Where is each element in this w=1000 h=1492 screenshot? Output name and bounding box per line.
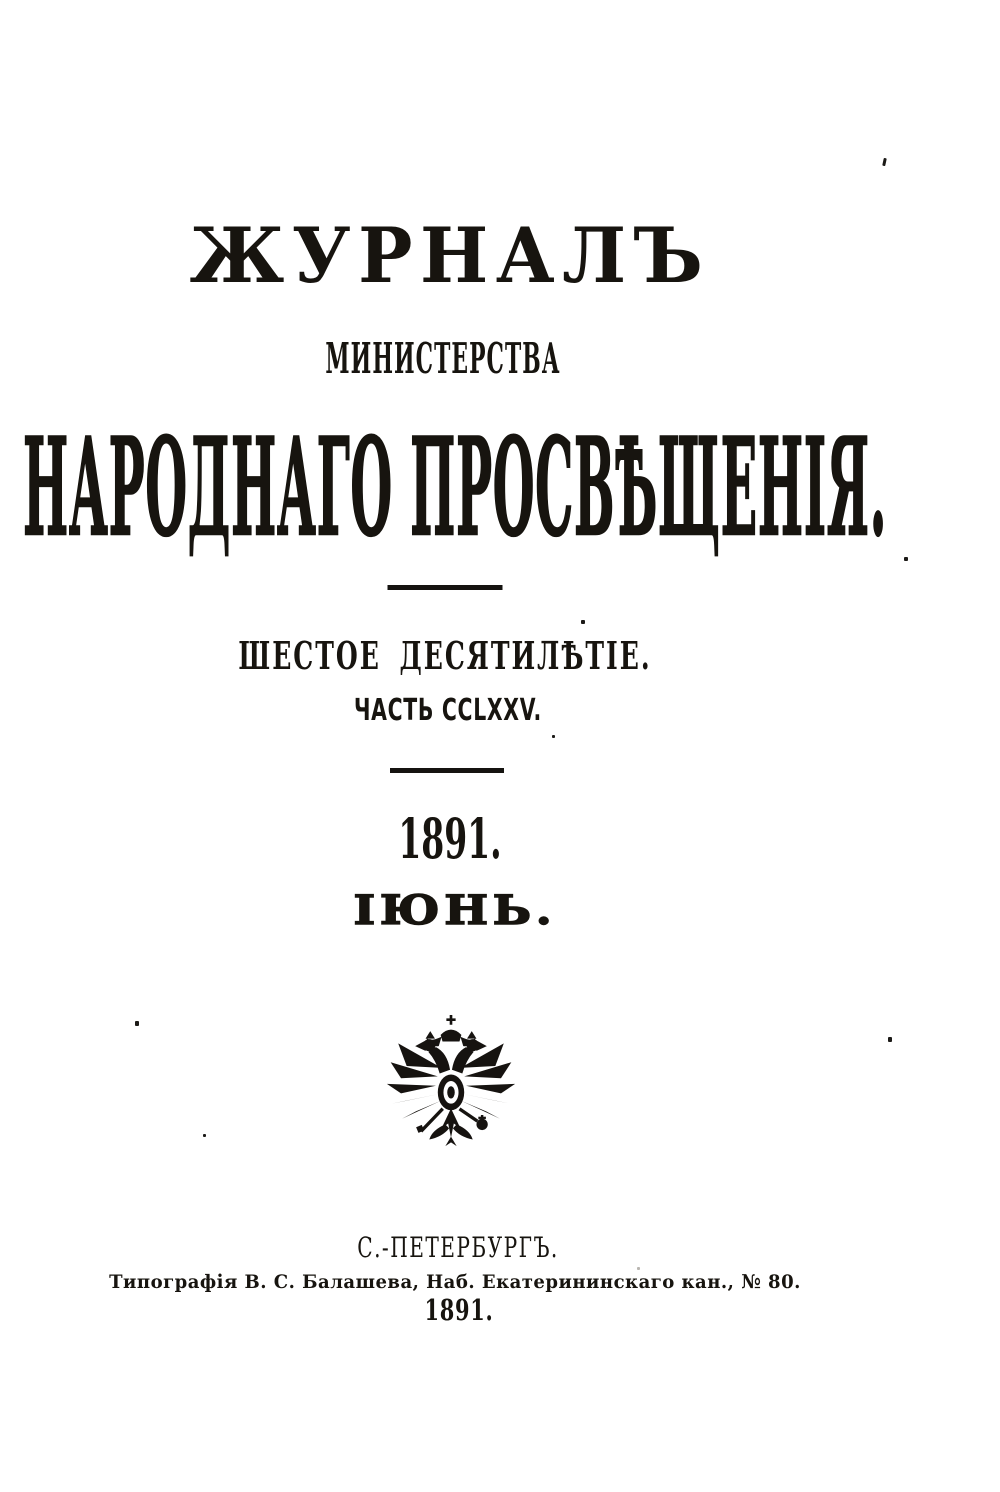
scan-speck	[203, 1134, 206, 1137]
ministry-line	[217, 334, 669, 383]
journal-title-text: ЖУРНАЛЪ	[189, 211, 711, 300]
scan-speck	[552, 735, 555, 738]
divider-rule-top	[388, 585, 503, 590]
ministry-line-text: МИНИСТЕРСТВА	[325, 334, 561, 383]
scan-speck	[882, 158, 887, 166]
scan-speck	[581, 620, 585, 624]
decade-line	[132, 633, 758, 678]
scan-speck	[135, 1021, 139, 1026]
journal-title	[176, 211, 724, 300]
imprint-city	[318, 1231, 598, 1264]
education-line	[0, 408, 1000, 567]
scan-speck	[888, 1037, 892, 1042]
part-number-line	[310, 693, 586, 728]
imprint-year-text: 1891.	[424, 1293, 494, 1327]
imprint-printer	[91, 1273, 819, 1292]
imprint-city-text: С.-ПЕТЕРБУРГЪ.	[357, 1231, 559, 1264]
decade-line-text: ШЕСТОЕ ДЕСЯТИЛѢТІЕ.	[238, 633, 652, 678]
imprint-printer-text: Типографія В. С. Балашева, Наб. Екатерининскаго кан., № 80.	[109, 1271, 801, 1293]
issue-year	[364, 806, 536, 871]
issue-year-text: 1891.	[398, 806, 502, 871]
issue-month-text: ІЮНЬ.	[353, 887, 557, 934]
divider-rule-bottom	[390, 768, 504, 773]
scan-speck	[904, 557, 908, 561]
scan-speck	[637, 1267, 640, 1270]
education-line-text: НАРОДНАГО ПРОСВѢЩЕНІЯ.	[22, 408, 888, 567]
imprint-year	[411, 1293, 507, 1327]
part-number-text: ЧАСТЬ CCLXXV.	[354, 693, 542, 728]
double-headed-eagle-icon	[385, 1013, 517, 1155]
issue-month	[353, 887, 557, 934]
